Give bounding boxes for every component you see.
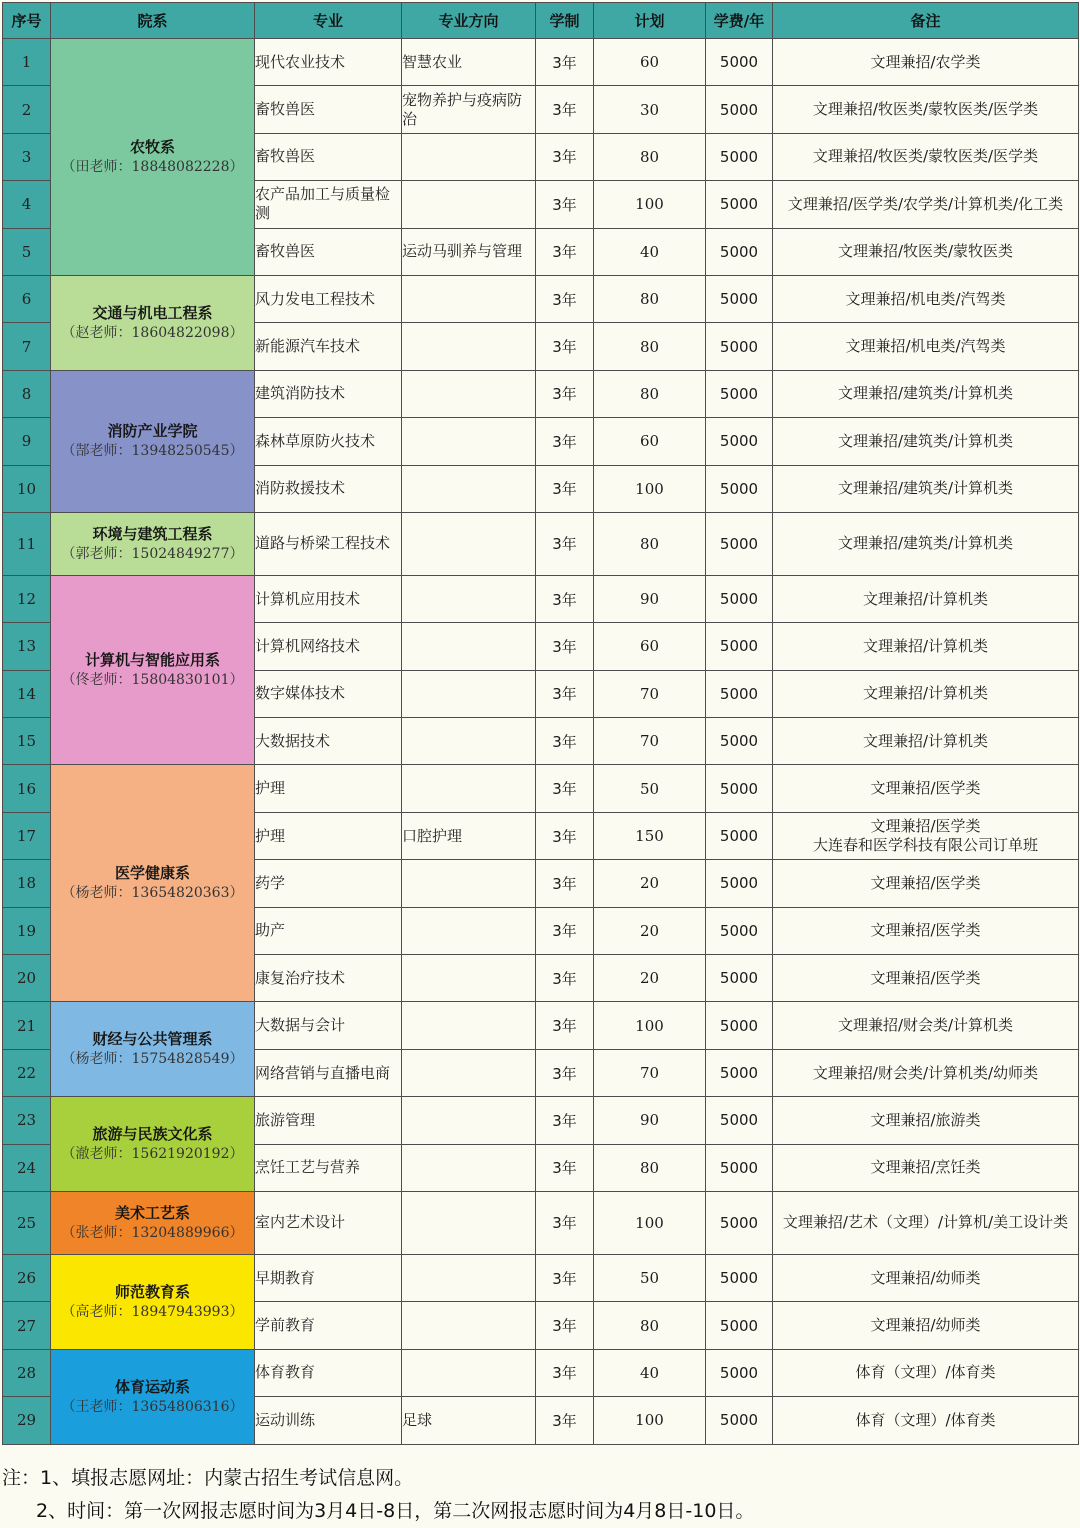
row-fee: 5000 <box>706 623 773 670</box>
department-name: 计算机与智能应用系 <box>84 651 220 670</box>
department-name: 师范教育系 <box>114 1282 190 1301</box>
department-name: 环境与建筑工程系 <box>92 524 213 543</box>
note-line: 文理兼招/幼师类 <box>870 1316 981 1335</box>
row-plan: 30 <box>594 86 706 133</box>
table-row <box>3 575 1079 622</box>
row-major: 运动训练 <box>255 1397 402 1444</box>
department-cell <box>51 1002 255 1097</box>
row-major: 大数据技术 <box>255 718 402 765</box>
note-line: 文理兼招/医学类/农学类/计算机类/化工类 <box>787 194 1064 213</box>
note-line: 体育（文理）/体育类 <box>855 1363 996 1382</box>
department-name: 消防产业学院 <box>107 422 198 441</box>
row-duration: 3年 <box>536 765 594 812</box>
row-note <box>773 1002 1079 1049</box>
row-major: 计算机网络技术 <box>255 623 402 670</box>
note-line: 文理兼招/牧医类/蒙牧医类/医学类 <box>812 100 1039 119</box>
department-contact: （郭老师：15024849277） <box>61 545 244 562</box>
header-direction: 专业方向 <box>402 3 536 39</box>
note-line: 文理兼招/牧医类/蒙牧医类/医学类 <box>812 147 1039 166</box>
department-cell <box>51 575 255 765</box>
row-plan: 40 <box>594 228 706 275</box>
note-line: 文理兼招/艺术（文理）/计算机/美工设计类 <box>782 1213 1069 1232</box>
row-plan: 100 <box>594 465 706 512</box>
row-major: 室内艺术设计 <box>255 1191 402 1254</box>
row-plan: 70 <box>594 1049 706 1096</box>
row-duration: 3年 <box>536 323 594 370</box>
row-plan: 100 <box>594 181 706 228</box>
row-direction <box>402 670 536 717</box>
row-fee: 5000 <box>706 1002 773 1049</box>
row-seq: 18 <box>3 860 51 907</box>
row-plan: 50 <box>594 1254 706 1301</box>
footnote-website: 注：1、填报志愿网址：内蒙古招生考试信息网。 <box>2 1467 414 1489</box>
table-row <box>3 1254 1079 1301</box>
row-major: 道路与桥梁工程技术 <box>255 512 402 575</box>
row-fee: 5000 <box>706 575 773 622</box>
department-cell <box>51 39 255 276</box>
row-duration: 3年 <box>536 718 594 765</box>
row-direction <box>402 860 536 907</box>
row-note <box>773 512 1079 575</box>
row-duration: 3年 <box>536 1397 594 1444</box>
row-fee: 5000 <box>706 418 773 465</box>
row-note <box>773 1397 1079 1444</box>
row-major: 护理 <box>255 812 402 859</box>
row-major: 网络营销与直播电商 <box>255 1049 402 1096</box>
row-direction <box>402 275 536 322</box>
note-line: 文理兼招/计算机类 <box>862 589 989 608</box>
note-line: 文理兼招/财会类/计算机类 <box>837 1016 1014 1035</box>
row-plan: 70 <box>594 718 706 765</box>
row-note <box>773 1144 1079 1191</box>
header-duration: 学制 <box>536 3 594 39</box>
row-seq: 4 <box>3 181 51 228</box>
row-seq: 6 <box>3 275 51 322</box>
enrollment-plan-table <box>2 2 1079 1445</box>
row-note <box>773 275 1079 322</box>
row-duration: 3年 <box>536 575 594 622</box>
row-plan: 70 <box>594 670 706 717</box>
department-cell <box>51 512 255 575</box>
row-seq: 3 <box>3 133 51 180</box>
row-direction <box>402 623 536 670</box>
header-note: 备注 <box>773 3 1079 39</box>
row-fee: 5000 <box>706 512 773 575</box>
department-contact: （澈老师：15621920192） <box>61 1146 244 1163</box>
row-direction <box>402 323 536 370</box>
row-duration: 3年 <box>536 370 594 417</box>
department-cell <box>51 765 255 1002</box>
row-major: 森林草原防火技术 <box>255 418 402 465</box>
row-direction: 运动马驯养与管理 <box>402 228 536 275</box>
row-duration: 3年 <box>536 670 594 717</box>
row-fee: 5000 <box>706 370 773 417</box>
row-note <box>773 323 1079 370</box>
row-fee: 5000 <box>706 275 773 322</box>
note-line: 文理兼招/医学类 <box>870 779 981 798</box>
department-contact: （杨老师：15754828549） <box>61 1051 244 1068</box>
department-contact: （王老师：13654806316） <box>61 1398 244 1415</box>
row-duration: 3年 <box>536 1254 594 1301</box>
row-note <box>773 1302 1079 1349</box>
table-row <box>3 765 1079 812</box>
row-plan: 60 <box>594 418 706 465</box>
row-note <box>773 465 1079 512</box>
row-note <box>773 670 1079 717</box>
row-note <box>773 370 1079 417</box>
row-seq: 12 <box>3 575 51 622</box>
note-line: 文理兼招/计算机类 <box>862 731 989 750</box>
row-fee: 5000 <box>706 812 773 859</box>
row-note <box>773 623 1079 670</box>
note-line: 文理兼招/旅游类 <box>870 1110 981 1129</box>
row-fee: 5000 <box>706 1349 773 1396</box>
table-row <box>3 39 1079 86</box>
table-row <box>3 1349 1079 1396</box>
row-duration: 3年 <box>536 1349 594 1396</box>
row-note <box>773 228 1079 275</box>
row-seq: 22 <box>3 1049 51 1096</box>
row-plan: 20 <box>594 860 706 907</box>
row-duration: 3年 <box>536 1002 594 1049</box>
row-major: 新能源汽车技术 <box>255 323 402 370</box>
table-header-row <box>3 3 1079 39</box>
row-plan: 100 <box>594 1397 706 1444</box>
row-seq: 23 <box>3 1097 51 1144</box>
row-duration: 3年 <box>536 86 594 133</box>
row-seq: 10 <box>3 465 51 512</box>
row-seq: 20 <box>3 955 51 1002</box>
row-major: 现代农业技术 <box>255 39 402 86</box>
row-plan: 100 <box>594 1002 706 1049</box>
row-direction <box>402 1349 536 1396</box>
row-seq: 16 <box>3 765 51 812</box>
department-cell <box>51 1254 255 1349</box>
row-duration: 3年 <box>536 1191 594 1254</box>
row-fee: 5000 <box>706 860 773 907</box>
note-line: 文理兼招/建筑类/计算机类 <box>837 431 1014 450</box>
row-major: 畜牧兽医 <box>255 228 402 275</box>
row-plan: 80 <box>594 1144 706 1191</box>
row-seq: 26 <box>3 1254 51 1301</box>
row-direction <box>402 1191 536 1254</box>
row-fee: 5000 <box>706 907 773 954</box>
row-seq: 11 <box>3 512 51 575</box>
row-direction <box>402 181 536 228</box>
row-note <box>773 907 1079 954</box>
header-major: 专业 <box>255 3 402 39</box>
row-duration: 3年 <box>536 465 594 512</box>
row-seq: 13 <box>3 623 51 670</box>
department-name: 农牧系 <box>129 137 175 156</box>
note-line: 文理兼招/农学类 <box>870 52 981 71</box>
row-seq: 8 <box>3 370 51 417</box>
row-fee: 5000 <box>706 1049 773 1096</box>
row-major: 旅游管理 <box>255 1097 402 1144</box>
row-fee: 5000 <box>706 86 773 133</box>
row-plan: 20 <box>594 907 706 954</box>
row-plan: 80 <box>594 512 706 575</box>
row-fee: 5000 <box>706 133 773 180</box>
department-cell <box>51 1191 255 1254</box>
row-direction <box>402 512 536 575</box>
row-seq: 28 <box>3 1349 51 1396</box>
row-fee: 5000 <box>706 465 773 512</box>
row-direction: 宠物养护与疫病防治 <box>402 86 536 133</box>
row-plan: 20 <box>594 955 706 1002</box>
row-note <box>773 418 1079 465</box>
row-plan: 80 <box>594 370 706 417</box>
row-duration: 3年 <box>536 955 594 1002</box>
row-direction: 口腔护理 <box>402 812 536 859</box>
row-note <box>773 133 1079 180</box>
row-note <box>773 1191 1079 1254</box>
row-duration: 3年 <box>536 39 594 86</box>
table-row <box>3 1002 1079 1049</box>
row-duration: 3年 <box>536 860 594 907</box>
row-note <box>773 1049 1079 1096</box>
row-duration: 3年 <box>536 1097 594 1144</box>
row-duration: 3年 <box>536 623 594 670</box>
row-plan: 80 <box>594 1302 706 1349</box>
row-plan: 60 <box>594 39 706 86</box>
row-note <box>773 812 1079 859</box>
row-seq: 25 <box>3 1191 51 1254</box>
row-duration: 3年 <box>536 907 594 954</box>
row-direction <box>402 1302 536 1349</box>
row-note <box>773 860 1079 907</box>
department-cell <box>51 1349 255 1444</box>
row-plan: 80 <box>594 133 706 180</box>
note-line: 文理兼招/计算机类 <box>862 684 989 703</box>
row-fee: 5000 <box>706 1397 773 1444</box>
department-contact: （杨老师：13654820363） <box>61 885 244 902</box>
row-seq: 14 <box>3 670 51 717</box>
row-fee: 5000 <box>706 1254 773 1301</box>
row-major: 建筑消防技术 <box>255 370 402 417</box>
table-row <box>3 370 1079 417</box>
note-line: 文理兼招/建筑类/计算机类 <box>837 384 1014 403</box>
row-plan: 40 <box>594 1349 706 1396</box>
row-major: 大数据与会计 <box>255 1002 402 1049</box>
row-direction <box>402 1049 536 1096</box>
footnotes <box>2 1462 1078 1528</box>
department-cell <box>51 275 255 370</box>
note-line: 文理兼招/牧医类/蒙牧医类 <box>837 242 1014 261</box>
department-cell <box>51 370 255 512</box>
note-line: 大连春和医学科技有限公司订单班 <box>812 836 1038 855</box>
row-note <box>773 1097 1079 1144</box>
note-line: 文理兼招/幼师类 <box>870 1268 981 1287</box>
table-row <box>3 1191 1079 1254</box>
row-direction <box>402 1254 536 1301</box>
row-seq: 7 <box>3 323 51 370</box>
note-line: 文理兼招/建筑类/计算机类 <box>837 479 1014 498</box>
row-direction: 足球 <box>402 1397 536 1444</box>
row-plan: 50 <box>594 765 706 812</box>
row-plan: 90 <box>594 575 706 622</box>
row-duration: 3年 <box>536 228 594 275</box>
row-seq: 17 <box>3 812 51 859</box>
header-plan: 计划 <box>594 3 706 39</box>
row-fee: 5000 <box>706 323 773 370</box>
row-seq: 19 <box>3 907 51 954</box>
row-direction <box>402 133 536 180</box>
row-major: 护理 <box>255 765 402 812</box>
row-direction <box>402 465 536 512</box>
row-major: 畜牧兽医 <box>255 86 402 133</box>
department-contact: （郜老师：13948250545） <box>61 443 244 460</box>
row-major: 体育教育 <box>255 1349 402 1396</box>
row-plan: 150 <box>594 812 706 859</box>
header-dept: 院系 <box>51 3 255 39</box>
row-note <box>773 86 1079 133</box>
note-line: 文理兼招/烹饪类 <box>870 1158 981 1177</box>
department-contact: （佟老师：15804830101） <box>61 672 244 689</box>
row-seq: 29 <box>3 1397 51 1444</box>
row-fee: 5000 <box>706 1191 773 1254</box>
footnote-dates: 2、时间：第一次网报志愿时间为3月4日-8日，第二次网报志愿时间为4月8日-10日。 <box>36 1500 755 1522</box>
note-line: 文理兼招/医学类 <box>870 921 981 940</box>
row-fee: 5000 <box>706 181 773 228</box>
department-name: 体育运动系 <box>114 1377 190 1396</box>
row-plan: 60 <box>594 623 706 670</box>
note-line: 文理兼招/机电类/汽驾类 <box>845 289 1006 308</box>
row-duration: 3年 <box>536 1049 594 1096</box>
row-note <box>773 718 1079 765</box>
row-direction: 智慧农业 <box>402 39 536 86</box>
row-fee: 5000 <box>706 1097 773 1144</box>
table-row <box>3 512 1079 575</box>
row-duration: 3年 <box>536 181 594 228</box>
row-direction <box>402 765 536 812</box>
row-duration: 3年 <box>536 133 594 180</box>
row-major: 数字媒体技术 <box>255 670 402 717</box>
department-name: 旅游与民族文化系 <box>92 1125 213 1144</box>
row-note <box>773 575 1079 622</box>
row-fee: 5000 <box>706 718 773 765</box>
row-fee: 5000 <box>706 39 773 86</box>
department-name: 交通与机电工程系 <box>92 303 213 322</box>
row-direction <box>402 1144 536 1191</box>
row-fee: 5000 <box>706 955 773 1002</box>
department-name: 医学健康系 <box>114 864 190 883</box>
department-name: 美术工艺系 <box>114 1203 190 1222</box>
row-major: 康复治疗技术 <box>255 955 402 1002</box>
note-line: 文理兼招/医学类 <box>870 968 981 987</box>
row-duration: 3年 <box>536 275 594 322</box>
note-line: 体育（文理）/体育类 <box>855 1410 996 1429</box>
row-fee: 5000 <box>706 1144 773 1191</box>
row-note <box>773 1254 1079 1301</box>
row-major: 农产品加工与质量检测 <box>255 181 402 228</box>
row-major: 风力发电工程技术 <box>255 275 402 322</box>
row-plan: 90 <box>594 1097 706 1144</box>
department-cell <box>51 1097 255 1192</box>
note-line: 文理兼招/计算机类 <box>862 636 989 655</box>
row-direction <box>402 718 536 765</box>
row-fee: 5000 <box>706 670 773 717</box>
header-seq: 序号 <box>3 3 51 39</box>
row-plan: 80 <box>594 323 706 370</box>
row-duration: 3年 <box>536 812 594 859</box>
row-duration: 3年 <box>536 512 594 575</box>
row-seq: 15 <box>3 718 51 765</box>
row-duration: 3年 <box>536 418 594 465</box>
row-major: 早期教育 <box>255 1254 402 1301</box>
row-direction <box>402 1002 536 1049</box>
row-major: 药学 <box>255 860 402 907</box>
note-line: 文理兼招/医学类 <box>870 817 981 836</box>
note-line: 文理兼招/财会类/计算机类/幼师类 <box>812 1063 1039 1082</box>
note-line: 文理兼招/机电类/汽驾类 <box>845 337 1006 356</box>
row-direction <box>402 955 536 1002</box>
note-line: 文理兼招/建筑类/计算机类 <box>837 534 1014 553</box>
row-direction <box>402 418 536 465</box>
row-seq: 1 <box>3 39 51 86</box>
row-plan: 100 <box>594 1191 706 1254</box>
row-note <box>773 955 1079 1002</box>
department-contact: （田老师：18848082228） <box>61 158 244 175</box>
row-note <box>773 1349 1079 1396</box>
row-seq: 24 <box>3 1144 51 1191</box>
header-fee: 学费/年 <box>706 3 773 39</box>
row-seq: 27 <box>3 1302 51 1349</box>
table-row <box>3 1097 1079 1144</box>
row-duration: 3年 <box>536 1302 594 1349</box>
row-note <box>773 765 1079 812</box>
row-fee: 5000 <box>706 765 773 812</box>
row-major: 助产 <box>255 907 402 954</box>
row-note <box>773 39 1079 86</box>
row-direction <box>402 370 536 417</box>
row-direction <box>402 575 536 622</box>
department-contact: （张老师：13204889966） <box>61 1224 244 1241</box>
row-seq: 21 <box>3 1002 51 1049</box>
row-direction <box>402 907 536 954</box>
row-note <box>773 181 1079 228</box>
table-row <box>3 275 1079 322</box>
row-fee: 5000 <box>706 1302 773 1349</box>
row-major: 消防救援技术 <box>255 465 402 512</box>
row-major: 计算机应用技术 <box>255 575 402 622</box>
row-plan: 80 <box>594 275 706 322</box>
note-line: 文理兼招/医学类 <box>870 873 981 892</box>
row-major: 学前教育 <box>255 1302 402 1349</box>
row-direction <box>402 1097 536 1144</box>
row-fee: 5000 <box>706 228 773 275</box>
row-major: 畜牧兽医 <box>255 133 402 180</box>
row-seq: 2 <box>3 86 51 133</box>
row-seq: 5 <box>3 228 51 275</box>
department-name: 财经与公共管理系 <box>92 1030 213 1049</box>
table-body <box>3 39 1079 1445</box>
row-duration: 3年 <box>536 1144 594 1191</box>
department-contact: （赵老师：18604822098） <box>61 324 244 341</box>
row-seq: 9 <box>3 418 51 465</box>
department-contact: （高老师：18947943993） <box>61 1303 244 1320</box>
row-major: 烹饪工艺与营养 <box>255 1144 402 1191</box>
